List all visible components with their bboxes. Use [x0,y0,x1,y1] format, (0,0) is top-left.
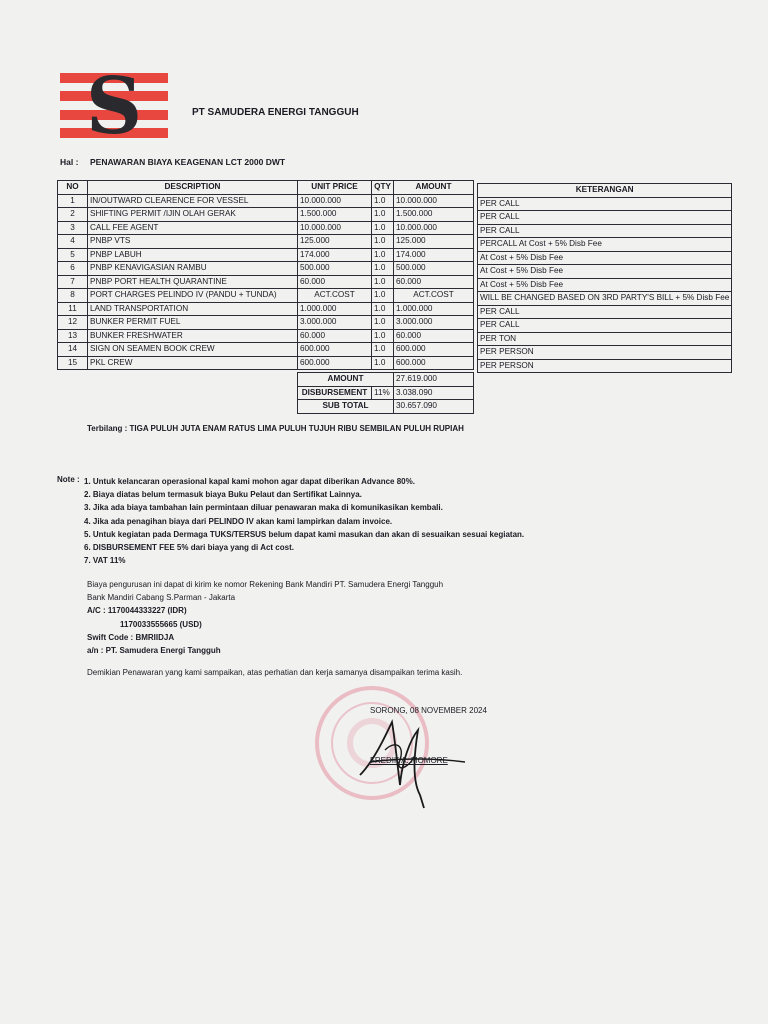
account-usd: 1170033555665 (USD) [120,619,202,629]
table-row [478,319,732,333]
cell-no: 12 [58,316,88,330]
cell-unit-price: 125.000 [298,235,372,249]
cell-amount: 1.000.000 [394,302,474,316]
signature-image [340,700,470,810]
note-item: 5. Untuk kegiatan pada Dermaga TUKS/TERSUS belum dapat kami masukan dan akan di sesuaikan sesuai kegiatan. [84,529,525,539]
header-description: DESCRIPTION [88,181,298,195]
header-unit-price: UNIT PRICE [298,181,372,195]
cell-unit-price: 174.000 [298,248,372,262]
disbursement-rate: 11% [372,386,394,400]
cell-description: LAND TRANSPORTATION [88,302,298,316]
table-row [478,278,732,292]
table-row [478,224,732,238]
table-row [478,265,732,279]
cell-no: 5 [58,248,88,262]
cell-amount: 1.500.000 [394,208,474,222]
table-row [478,292,732,306]
cell-no: 2 [58,208,88,222]
cell-no: 11 [58,302,88,316]
amount-value: 27.619.000 [394,373,474,387]
cell-unit-price: ACT.COST [298,289,372,303]
table-header-row [58,181,474,195]
subtotal-label: SUB TOTAL [298,400,394,414]
swift-code: Swift Code : BMRIIDJA [87,632,175,642]
company-logo [60,61,168,152]
cell-unit-price: 600.000 [298,343,372,357]
cell-keterangan: PER CALL [478,211,732,225]
bank-intro: Biaya pengurusan ini dapat di kirim ke nomor Rekening Bank Mandiri PT. Samudera Energi Tangguh [87,580,444,589]
table-row [58,343,474,357]
cell-unit-price: 1.500.000 [298,208,372,222]
cell-keterangan: PER CALL [478,305,732,319]
cell-qty: 1.0 [372,262,394,276]
note-item: 1. Untuk kelancaran operasional kapal kami mohon agar dapat diberikan Advance 80%. [84,477,415,486]
cell-keterangan: PERCALL At Cost + 5% Disb Fee [478,238,732,252]
cell-qty: 1.0 [372,248,394,262]
cell-amount: 60.000 [394,329,474,343]
keterangan-table [477,183,732,373]
cell-description: PKL CREW [88,356,298,370]
cell-keterangan: PER PERSON [478,359,732,373]
cell-qty: 1.0 [372,289,394,303]
cell-amount: 500.000 [394,262,474,276]
cell-description: PNBP PORT HEALTH QUARANTINE [88,275,298,289]
disbursement-value: 3.038.090 [394,386,474,400]
cell-keterangan: PER TON [478,332,732,346]
header-keterangan: KETERANGAN [478,184,732,198]
cell-description: PNBP VTS [88,235,298,249]
bank-details [87,578,443,657]
table-row [478,332,732,346]
subtotal-value: 30.657.090 [394,400,474,414]
table-row [58,194,474,208]
subject-label: Hal : [60,157,79,167]
totals-row-disbursement [298,386,474,400]
amount-in-words: Terbilang : TIGA PULUH JUTA ENAM RATUS LIMA PULUH TUJUH RIBU SEMBILAN PULUH RUPIAH [87,424,464,433]
table-row [58,289,474,303]
cell-amount: ACT.COST [394,289,474,303]
cell-qty: 1.0 [372,275,394,289]
table-row [58,235,474,249]
account-name: a/n : PT. Samudera Energi Tangguh [87,646,221,656]
cell-description: PNBP LABUH [88,248,298,262]
table-row [58,248,474,262]
cell-no: 8 [58,289,88,303]
cell-qty: 1.0 [372,302,394,316]
amount-label: AMOUNT [298,373,394,387]
cell-description: IN/OUTWARD CLEARENCE FOR VESSEL [88,194,298,208]
disbursement-label: DISBURSEMENT [298,386,372,400]
table-row [478,359,732,373]
cell-no: 15 [58,356,88,370]
cell-qty: 1.0 [372,194,394,208]
account-idr: A/C : 1170044333227 (IDR) [87,606,187,616]
note-item: 3. Jika ada biaya tambahan lain permintaan diluar penawaran maka di komunikasikan kembali. [84,503,443,513]
cell-qty: 1.0 [372,356,394,370]
cell-unit-price: 600.000 [298,356,372,370]
table-row [478,251,732,265]
cell-unit-price: 60.000 [298,275,372,289]
cell-keterangan: At Cost + 5% Disb Fee [478,278,732,292]
table-row [58,275,474,289]
cell-unit-price: 10.000.000 [298,221,372,235]
cell-unit-price: 3.000.000 [298,316,372,330]
company-name: PT SAMUDERA ENERGI TANGGUH [192,107,359,118]
cell-keterangan: At Cost + 5% Disb Fee [478,251,732,265]
cell-qty: 1.0 [372,316,394,330]
subject-text: PENAWARAN BIAYA KEAGENAN LCT 2000 DWT [90,157,286,167]
header-no: NO [58,181,88,195]
cell-no: 13 [58,329,88,343]
cell-keterangan: PER CALL [478,197,732,211]
cell-amount: 10.000.000 [394,194,474,208]
cell-amount: 600.000 [394,343,474,357]
table-header-row [478,184,732,198]
signer-name: FREDIK A. MOMORE [370,756,448,765]
cell-no: 4 [58,235,88,249]
table-row [58,316,474,330]
notes-list [84,475,524,567]
cell-qty: 1.0 [372,329,394,343]
place-date: SORONG, 08 NOVEMBER 2024 [370,706,487,715]
table-row [478,305,732,319]
table-row [58,221,474,235]
header-qty: QTY [372,181,394,195]
cell-description: PORT CHARGES PELINDO IV (PANDU + TUNDA) [88,289,298,303]
cell-keterangan: PER CALL [478,319,732,333]
table-row [478,346,732,360]
cell-qty: 1.0 [372,343,394,357]
table-row [58,262,474,276]
notes-label: Note : [57,475,80,484]
cell-amount: 600.000 [394,356,474,370]
cell-no: 6 [58,262,88,276]
totals-row-subtotal [298,400,474,414]
table-row [58,208,474,222]
table-row [478,197,732,211]
cell-keterangan: WILL BE CHANGED BASED ON 3RD PARTY'S BILL + 5% Disb Fee [478,292,732,306]
totals-row-amount [298,373,474,387]
cell-amount: 174.000 [394,248,474,262]
bank-branch: Bank Mandiri Cabang S.Parman - Jakarta [87,593,236,603]
cell-keterangan: PER PERSON [478,346,732,360]
table-row [58,356,474,370]
table-row [478,211,732,225]
cell-no: 14 [58,343,88,357]
table-row [478,238,732,252]
cell-amount: 3.000.000 [394,316,474,330]
cell-no: 1 [58,194,88,208]
table-row [58,302,474,316]
note-item: 4. Jika ada penagihan biaya dari PELINDO IV akan kami lampirkan dalam invoice. [84,516,393,526]
cell-qty: 1.0 [372,208,394,222]
cell-qty: 1.0 [372,221,394,235]
cell-description: SHIFTING PERMIT /IJIN OLAH GERAK [88,208,298,222]
cell-amount: 10.000.000 [394,221,474,235]
cell-description: SIGN ON SEAMEN BOOK CREW [88,343,298,357]
cell-unit-price: 60.000 [298,329,372,343]
quotation-table [57,180,474,370]
note-item: 2. Biaya diatas belum termasuk biaya Buku Pelaut dan Sertifikat Lainnya. [84,490,362,500]
cell-description: CALL FEE AGENT [88,221,298,235]
cell-description: BUNKER FRESHWATER [88,329,298,343]
cell-unit-price: 10.000.000 [298,194,372,208]
closing-text: Demikian Penawaran yang kami sampaikan, atas perhatian dan kerja samanya disampaikan terima kasih. [87,668,463,677]
table-row [58,329,474,343]
cell-description: BUNKER PERMIT FUEL [88,316,298,330]
header-amount: AMOUNT [394,181,474,195]
cell-unit-price: 500.000 [298,262,372,276]
cell-amount: 60.000 [394,275,474,289]
note-item: 6. DISBURSEMENT FEE 5% dari biaya yang di Act cost. [84,543,294,553]
note-item: 7. VAT 11% [84,556,126,566]
cell-keterangan: PER CALL [478,224,732,238]
cell-description: PNBP KENAVIGASIAN RAMBU [88,262,298,276]
cell-amount: 125.000 [394,235,474,249]
cell-no: 7 [58,275,88,289]
cell-unit-price: 1.000.000 [298,302,372,316]
totals-table [297,372,474,414]
logo-letter: S [85,61,143,152]
cell-no: 3 [58,221,88,235]
cell-keterangan: At Cost + 5% Disb Fee [478,265,732,279]
cell-qty: 1.0 [372,235,394,249]
